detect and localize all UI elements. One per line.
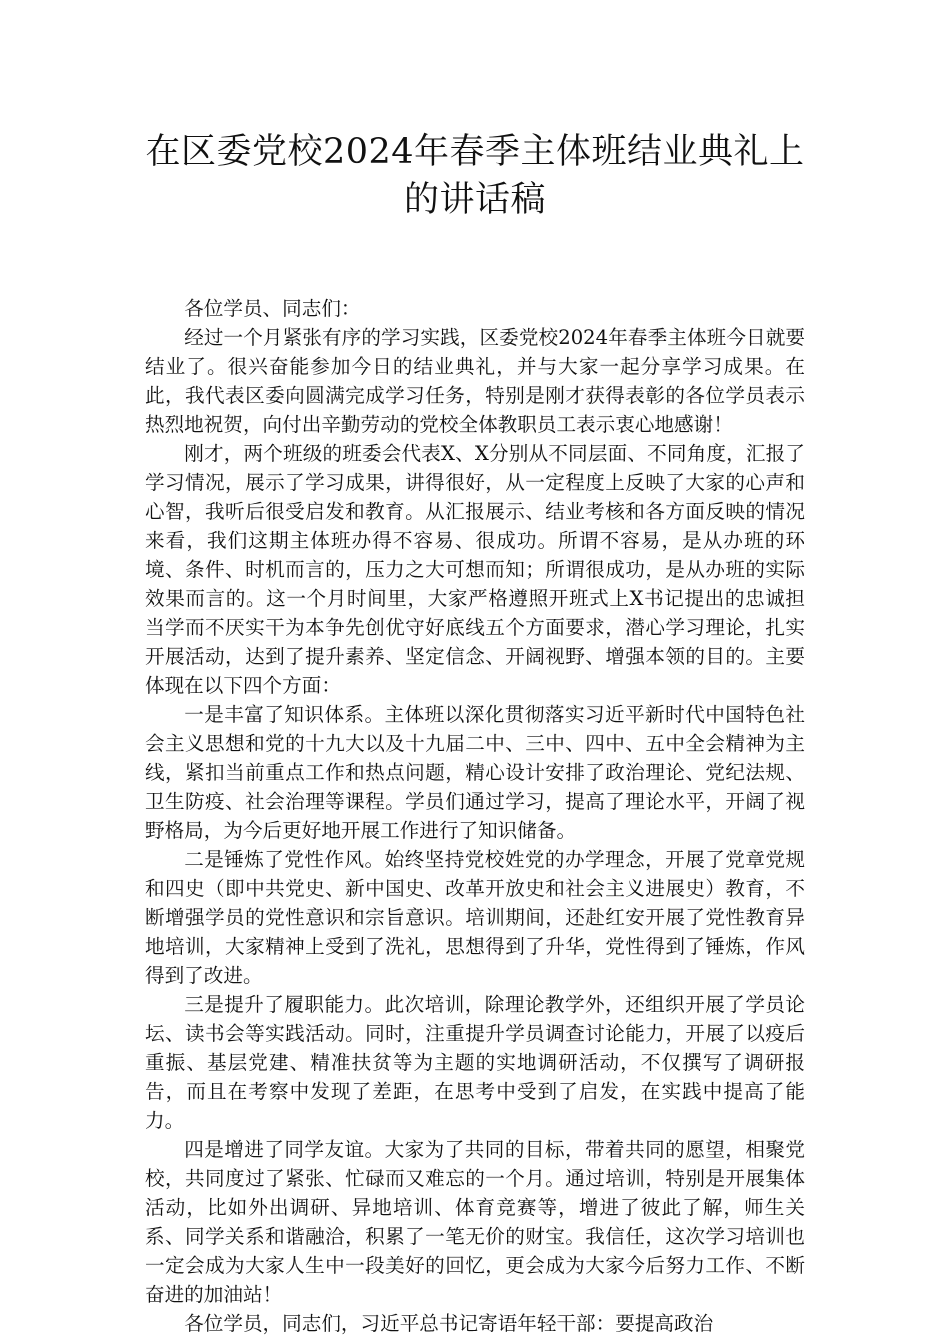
salutation: 各位学员、同志们：	[184, 297, 361, 320]
title-line-2: 的讲话稿	[403, 180, 546, 220]
paragraph-overview: 刚才，两个班级的班委会代表X、X分别从不同层面、不同角度，汇报了学习情况，展示了学习成果，讲得很好，从一定程度上反映了大家的心声和心智，我听后很受启发和教育。从汇报展示、结业考核和各方面反映的情况来看，我们这期主体班办得不容易、很成功。所谓不容易，是从办班的环境、条件、时机而言的，压力之大可想而知；所谓很成功，是从办班的实际效果而言的。这一个月时间里，大家严格遵照开班式上X书记提出的忠诚担当学而不厌实干为本争先创优守好底线五个方面要求，潜心学习理论，扎实开展活动，达到了提升素养、坚定信念、开阔视野、增强本领的目的。主要体现在以下四个方面：	[145, 442, 805, 697]
paragraph-point-1: 一是丰富了知识体系。主体班以深化贯彻落实习近平新时代中国特色社会主义思想和党的十九大以及十九届二中、三中、四中、五中全会精神为主线，紧扣当前重点工作和热点问题，精心设计安排了政治理论、党纪法规、卫生防疫、社会治理等课程。学员们通过学习，提高了理论水平，开阔了视野格局，为今后更好地开展工作进行了知识储备。	[145, 703, 805, 842]
document-body	[145, 294, 805, 1338]
title-line-1: 在区委党校2024年春季主体班结业典礼上	[145, 132, 805, 172]
paragraph-closing: 各位学员，同志们，习近平总书记寄语年轻干部：要提高政治	[184, 1312, 714, 1335]
paragraph-point-4: 四是增进了同学友谊。大家为了共同的目标，带着共同的愿望，相聚党校，共同度过了紧张、忙碌而又难忘的一个月。通过培训，特别是开展集体活动，比如外出调研、异地培训、体育竞赛等，增进了彼此了解，师生关系、同学关系和谐融洽，积累了一笔无价的财宝。我信任，这次学习培训也一定会成为大家人生中一段美好的回忆，更会成为大家今后努力工作、不断奋进的加油站！	[145, 1138, 805, 1306]
document-page	[145, 128, 805, 1338]
paragraph-point-2: 二是锤炼了党性作风。始终坚持党校姓党的办学理念，开展了党章党规和四史（即中共党史、新中国史、改革开放史和社会主义进展史）教育，不断增强学员的党性意识和宗旨意识。培训期间，还赴红安开展了党性教育异地培训，大家精神上受到了洗礼，思想得到了升华，党性得到了锤炼，作风得到了改进。	[145, 848, 805, 987]
document-title	[145, 128, 805, 224]
paragraph-point-3: 三是提升了履职能力。此次培训，除理论教学外，还组织开展了学员论坛、读书会等实践活动。同时，注重提升学员调查讨论能力，开展了以疫后重振、基层党建、精准扶贫等为主题的实地调研活动，不仅撰写了调研报告，而且在考察中发现了差距，在思考中受到了启发，在实践中提高了能力。	[145, 993, 805, 1132]
paragraph-opening: 经过一个月紧张有序的学习实践，区委党校2024年春季主体班今日就要结业了。很兴奋能参加今日的结业典礼，并与大家一起分享学习成果。在此，我代表区委向圆满完成学习任务，特别是刚才获得表彰的各位学员表示热烈地祝贺，向付出辛勤劳动的党校全体教职员工表示衷心地感谢！	[145, 326, 805, 436]
